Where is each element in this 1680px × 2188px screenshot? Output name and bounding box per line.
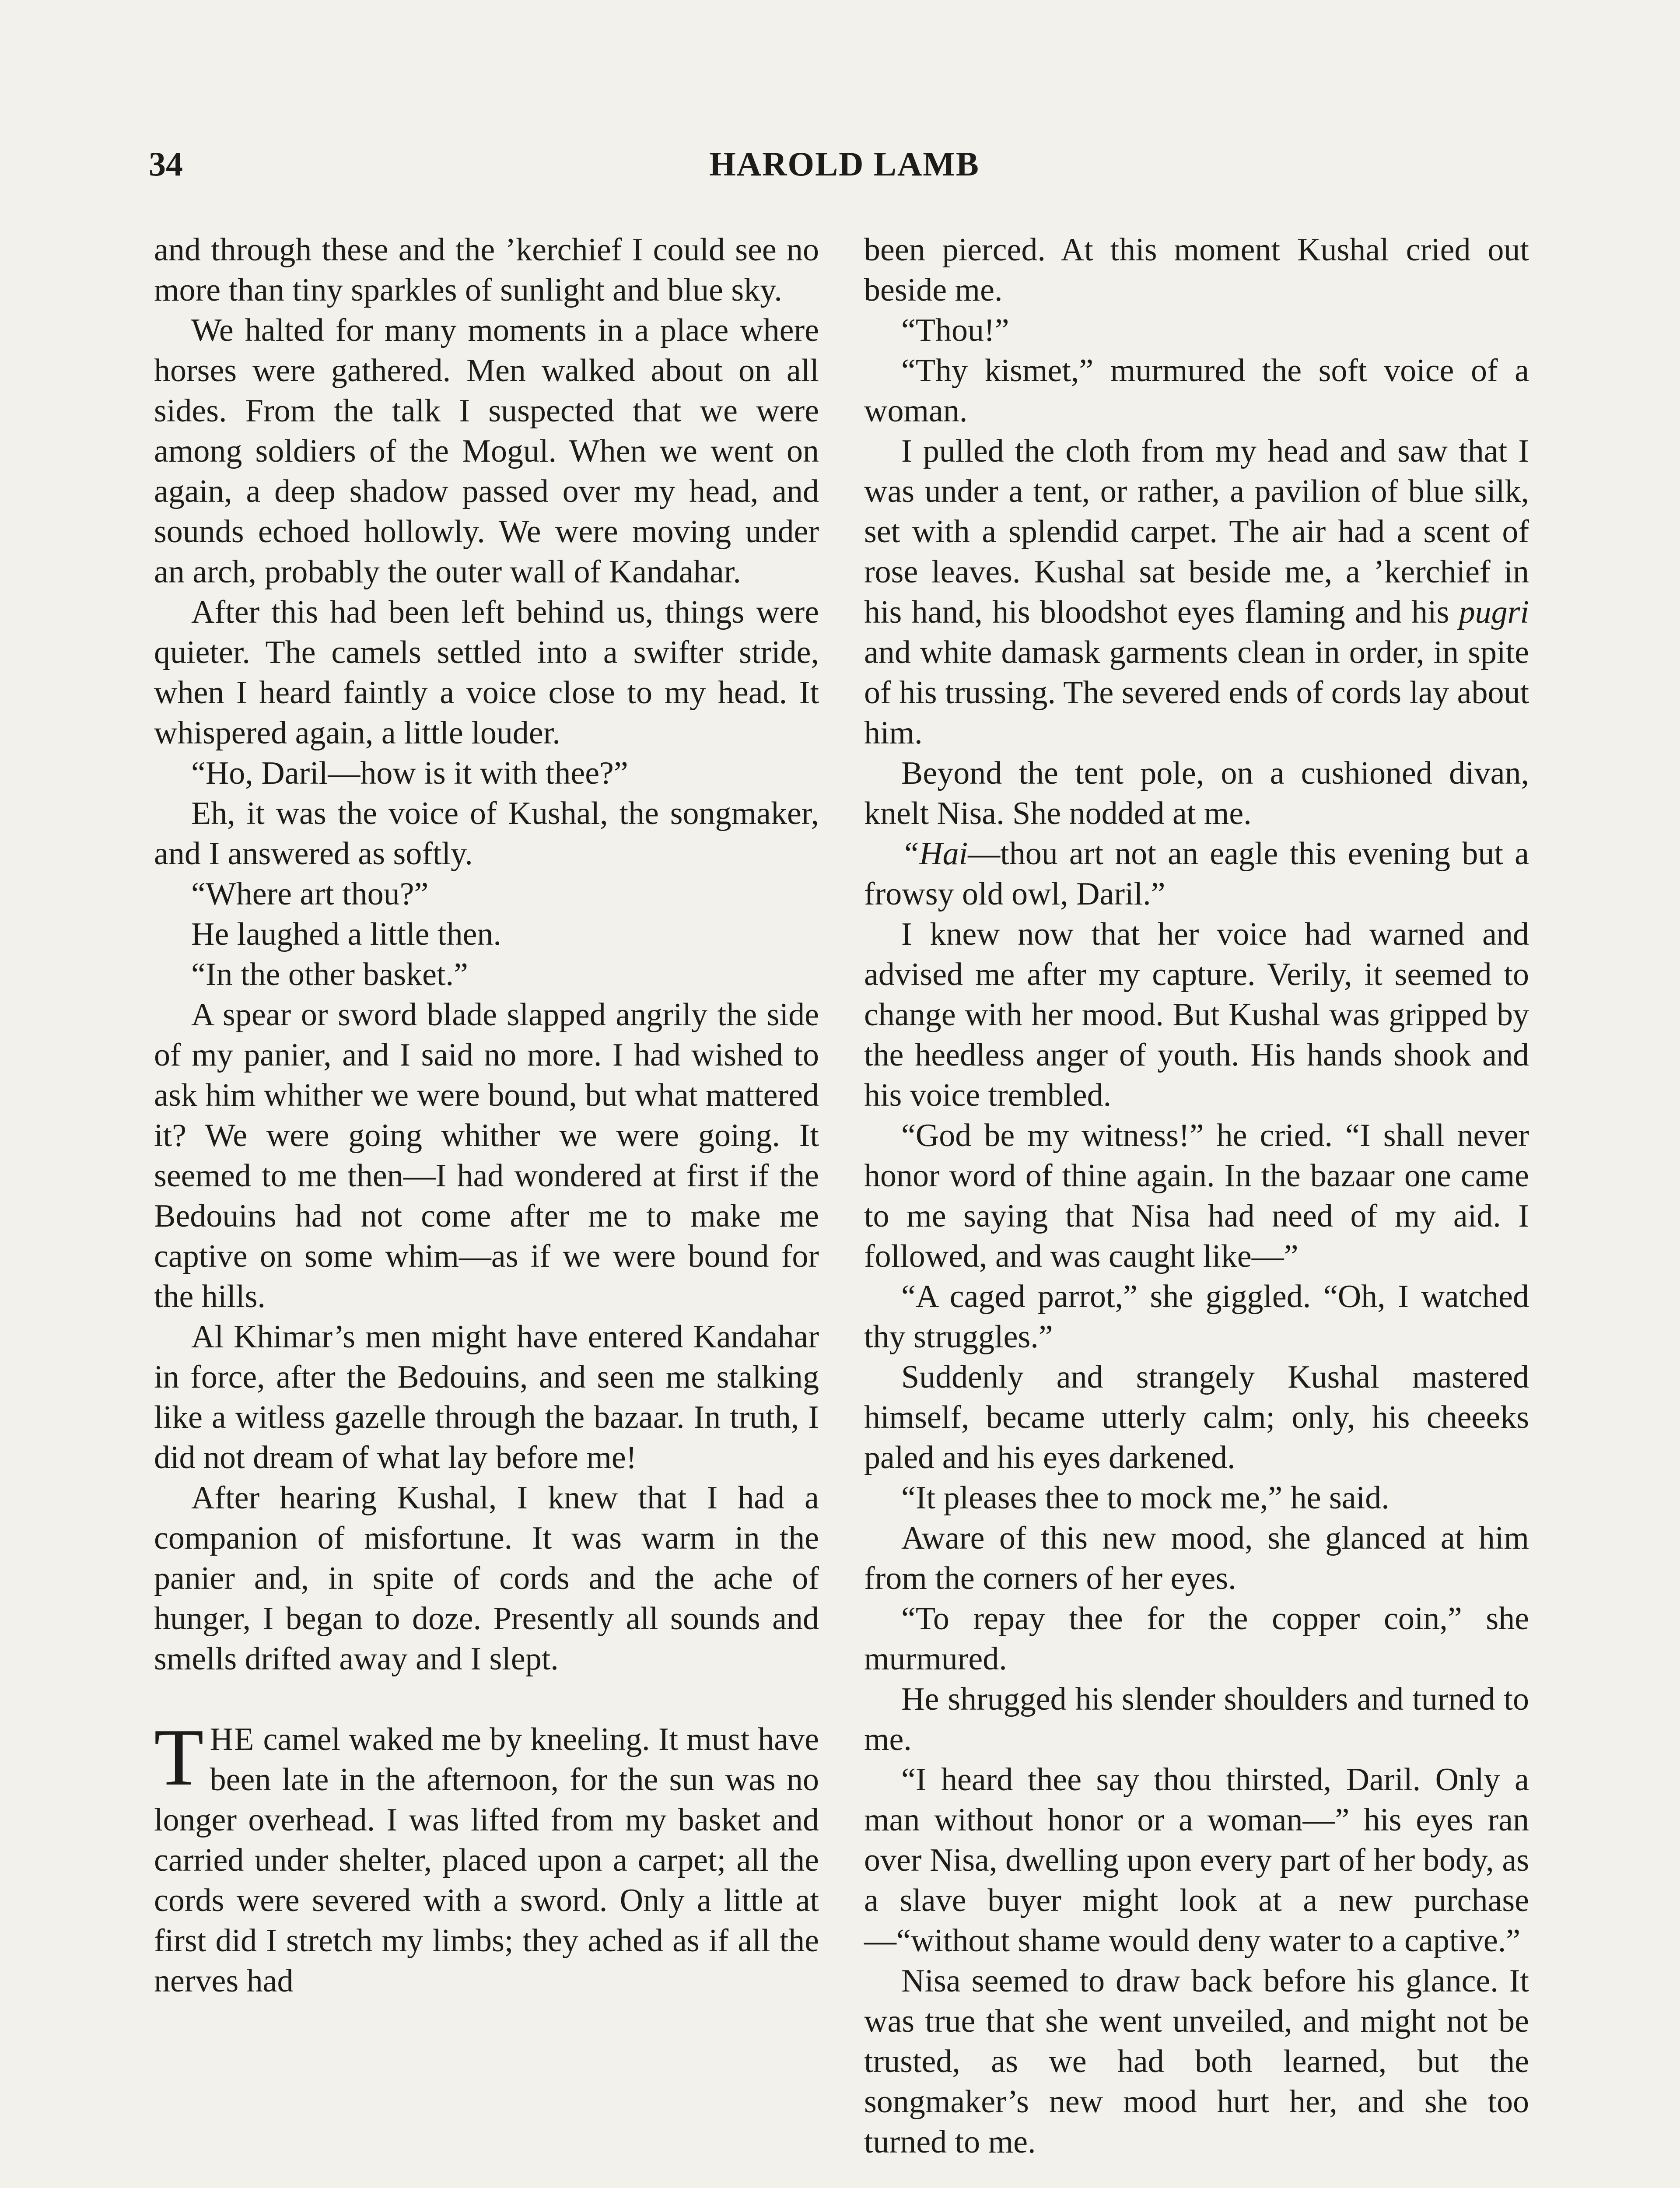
paragraph: “In the other basket.” [191, 957, 468, 992]
paragraph: “Ho, Daril—how is it with thee?” [191, 755, 628, 791]
paragraph-text: I pulled the cloth from my head and saw that I was under a tent, or rather, a pavilion of blue silk, set with a splendid carpet. The air had a scent of rose leaves. Kushal sat beside me, a ’kerchief in his hand, his bloodshot eyes flaming and his [864, 433, 1529, 630]
paragraph-text: —thou art not an eagle this evening but a frowsy old owl, Daril.” [864, 836, 1529, 912]
paragraph: “A caged parrot,” she giggled. “Oh, I watched thy struggles.” [864, 1279, 1529, 1355]
paragraph: Al Khimar’s men might have entered Kandahar in force, after the Bedouins, and seen me stalking like a witless gazelle through the bazaar. In truth, I did not dream of what lay before me! [154, 1319, 819, 1476]
paragraph-text: camel waked me by kneeling. It must have been late in the afternoon, for the sun was no longer overhead. I was lifted from my basket and carried under shelter, placed upon a carpet; all the cords were severed with a sword. Only a little at first did I stretch my limbs; they ached as if all the nerves had [154, 1722, 819, 1999]
paragraph: I knew now that her voice had warned and advised me after my capture. Verily, it seemed to change with her mood. But Kushal was gripped by the heedless anger of youth. His hands shook and his voice trembled. [864, 916, 1529, 1113]
running-head: HAROLD LAMB [709, 145, 980, 183]
drop-cap: T [154, 1712, 204, 1802]
paragraph: “I heard thee say thou thirsted, Daril. Only a man without honor or a woman—” his eyes ran over Nisa, dwelling upon every part of her body, as a slave buyer might look at a new purchase—“without shame would deny water to a captive.” [864, 1762, 1529, 1959]
paragraph [864, 431, 1529, 753]
paragraph: “Thy kismet,” murmured the soft voice of a woman. [864, 353, 1529, 429]
paragraph: Aware of this new mood, she glanced at him from the corners of her eyes. [864, 1520, 1529, 1596]
paragraph: After hearing Kushal, I knew that I had a companion of misfortune. It was warm in the panier and, in spite of cords and the ache of hunger, I began to doze. Presently all sounds and smells drifted away and I slept. [154, 1480, 819, 1677]
paragraph: He laughed a little then. [191, 916, 501, 952]
paragraph: He shrugged his slender shoulders and turned to me. [864, 1681, 1529, 1757]
paragraph: After this had been left behind us, things were quieter. The camels settled into a swifter stride, when I heard faintly a voice close to my head. It whispered again, a little louder. [154, 594, 819, 751]
paragraph: Eh, it was the voice of Kushal, the songmaker, and I answered as softly. [154, 796, 819, 872]
paragraph: “It pleases thee to mock me,” he said. [901, 1480, 1390, 1516]
paragraph: Suddenly and strangely Kushal mastered himself, became utterly calm; only, his cheeeks paled and his eyes darkened. [864, 1359, 1529, 1476]
paragraph: “Where art thou?” [191, 876, 429, 912]
paragraph: “To repay thee for the copper coin,” she murmured. [864, 1601, 1529, 1677]
paragraph: A spear or sword blade slapped angrily the side of my panier, and I said no more. I had wished to ask him whither we were bound, but what mattered it? We were going whither we were going. It seemed to me then—I had wondered at first if the Bedouins had not come after me to make me captive on some whim—as if we were bound for the hills. [154, 997, 819, 1315]
paragraph: “Thou!” [901, 312, 1009, 348]
paragraph-text: and white damask garments clean in order, in spite of his trussing. The severed ends of cords lay about him. [864, 635, 1529, 751]
paragraph: been pierced. At this moment Kushal cried out beside me. [864, 232, 1529, 308]
paragraph: and through these and the ’kerchief I could see no more than tiny sparkles of sunlight and blue sky. [154, 232, 819, 308]
section-break [154, 1679, 819, 1719]
page-header [149, 136, 1540, 197]
italic-word: pugri [1459, 594, 1529, 630]
paragraph [864, 834, 1529, 914]
paragraph: Beyond the tent pole, on a cushioned divan, knelt Nisa. She nodded at me. [864, 755, 1529, 831]
right-column [864, 230, 1529, 2162]
paragraph: Nisa seemed to draw back before his glance. It was true that she went unveiled, and might not be trusted, as we had both learned, but the songmaker’s new mood hurt her, and she too turned to me. [864, 1963, 1529, 2160]
small-caps-lead: HE [210, 1722, 255, 1757]
page-number: 34 [149, 145, 183, 183]
paragraph: We halted for many moments in a place where horses were gathered. Men walked about on all sides. From the talk I suspected that we were among soldiers of the Mogul. When we went on again, a deep shadow passed over my head, and sounds echoed hollowly. We were moving under an arch, probably the outer wall of Kandahar. [154, 312, 819, 590]
left-column [154, 230, 819, 2001]
paragraph: “God be my witness!” he cried. “I shall never honor word of thine again. In the bazaar one came to me saying that Nisa had need of my aid. I followed, and was caught like—” [864, 1118, 1529, 1274]
section-opening-paragraph [154, 1712, 819, 2001]
italic-word: “Hai [901, 836, 968, 872]
